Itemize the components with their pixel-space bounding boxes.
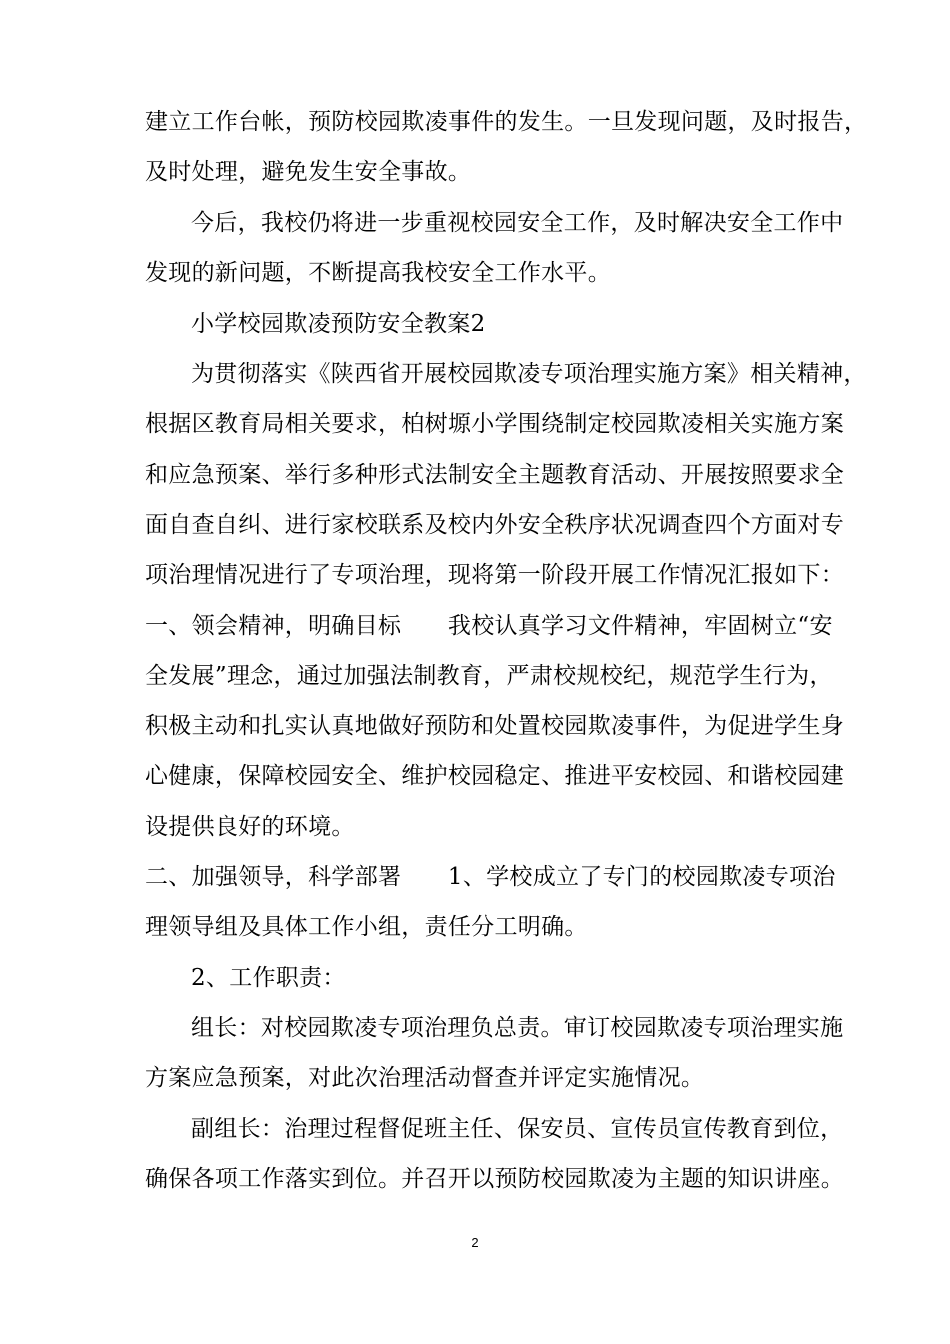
text-line: 发现的新问题，不断提高我校安全工作水平。 bbox=[145, 260, 611, 286]
text-line: 理领导组及具体工作小组，责任分工明确。 bbox=[145, 914, 588, 940]
page-number: 2 bbox=[471, 1235, 479, 1250]
text-line: 项治理情况进行了专项治理，现将第一阶段开展工作情况汇报如下： bbox=[145, 562, 844, 588]
text-line: 今后，我校仍将进一步重视校园安全工作，及时解决安全工作中 bbox=[191, 210, 844, 236]
text-line: 为贯彻落实《陕西省开展校园欺凌专项治理实施方案》相关精神， bbox=[191, 361, 867, 387]
text-line: 二、加强领导，科学部署 1、学校成立了专门的校园欺凌专项治 bbox=[145, 864, 836, 890]
text-line: 面自查自纠、进行家校联系及校内外安全秩序状况调查四个方面对专 bbox=[145, 512, 844, 538]
text-line: 2、工作职责： bbox=[191, 965, 346, 991]
text-line: 一、领会精神，明确目标 我校认真学习文件精神，牢固树立“安 bbox=[145, 613, 833, 639]
text-line: 和应急预案、举行多种形式法制安全主题教育活动、开展按照要求全 bbox=[145, 462, 844, 488]
section-heading: 小学校园欺凌预防安全教案2 bbox=[191, 311, 486, 337]
text-line: 建立工作台帐，预防校园欺凌事件的发生。一旦发现问题，及时报告， bbox=[145, 109, 868, 135]
text-line: 方案应急预案，对此次治理活动督查并评定实施情况。 bbox=[145, 1065, 705, 1091]
text-line: 根据区教育局相关要求，柏树塬小学围绕制定校园欺凌相关实施方案 bbox=[145, 411, 844, 437]
text-line: 心健康，保障校园安全、维护校园稳定、推进平安校园、和谐校园建 bbox=[145, 763, 844, 789]
text-line: 设提供良好的环境。 bbox=[145, 814, 355, 840]
text-line: 副组长：治理过程督促班主任、保安员、宣传员宣传教育到位， bbox=[191, 1116, 844, 1142]
text-line: 组长：对校园欺凌专项治理负总责。审订校园欺凌专项治理实施 bbox=[191, 1015, 844, 1041]
text-line: 全发展”理念，通过加强法制教育，严肃校规校纪，规范学生行为， bbox=[145, 663, 833, 689]
text-line: 确保各项工作落实到位。并召开以预防校园欺凌为主题的知识讲座。 bbox=[145, 1166, 844, 1192]
text-line: 及时处理，避免发生安全事故。 bbox=[145, 159, 472, 185]
text-line: 积极主动和扎实认真地做好预防和处置校园欺凌事件，为促进学生身 bbox=[145, 713, 844, 739]
